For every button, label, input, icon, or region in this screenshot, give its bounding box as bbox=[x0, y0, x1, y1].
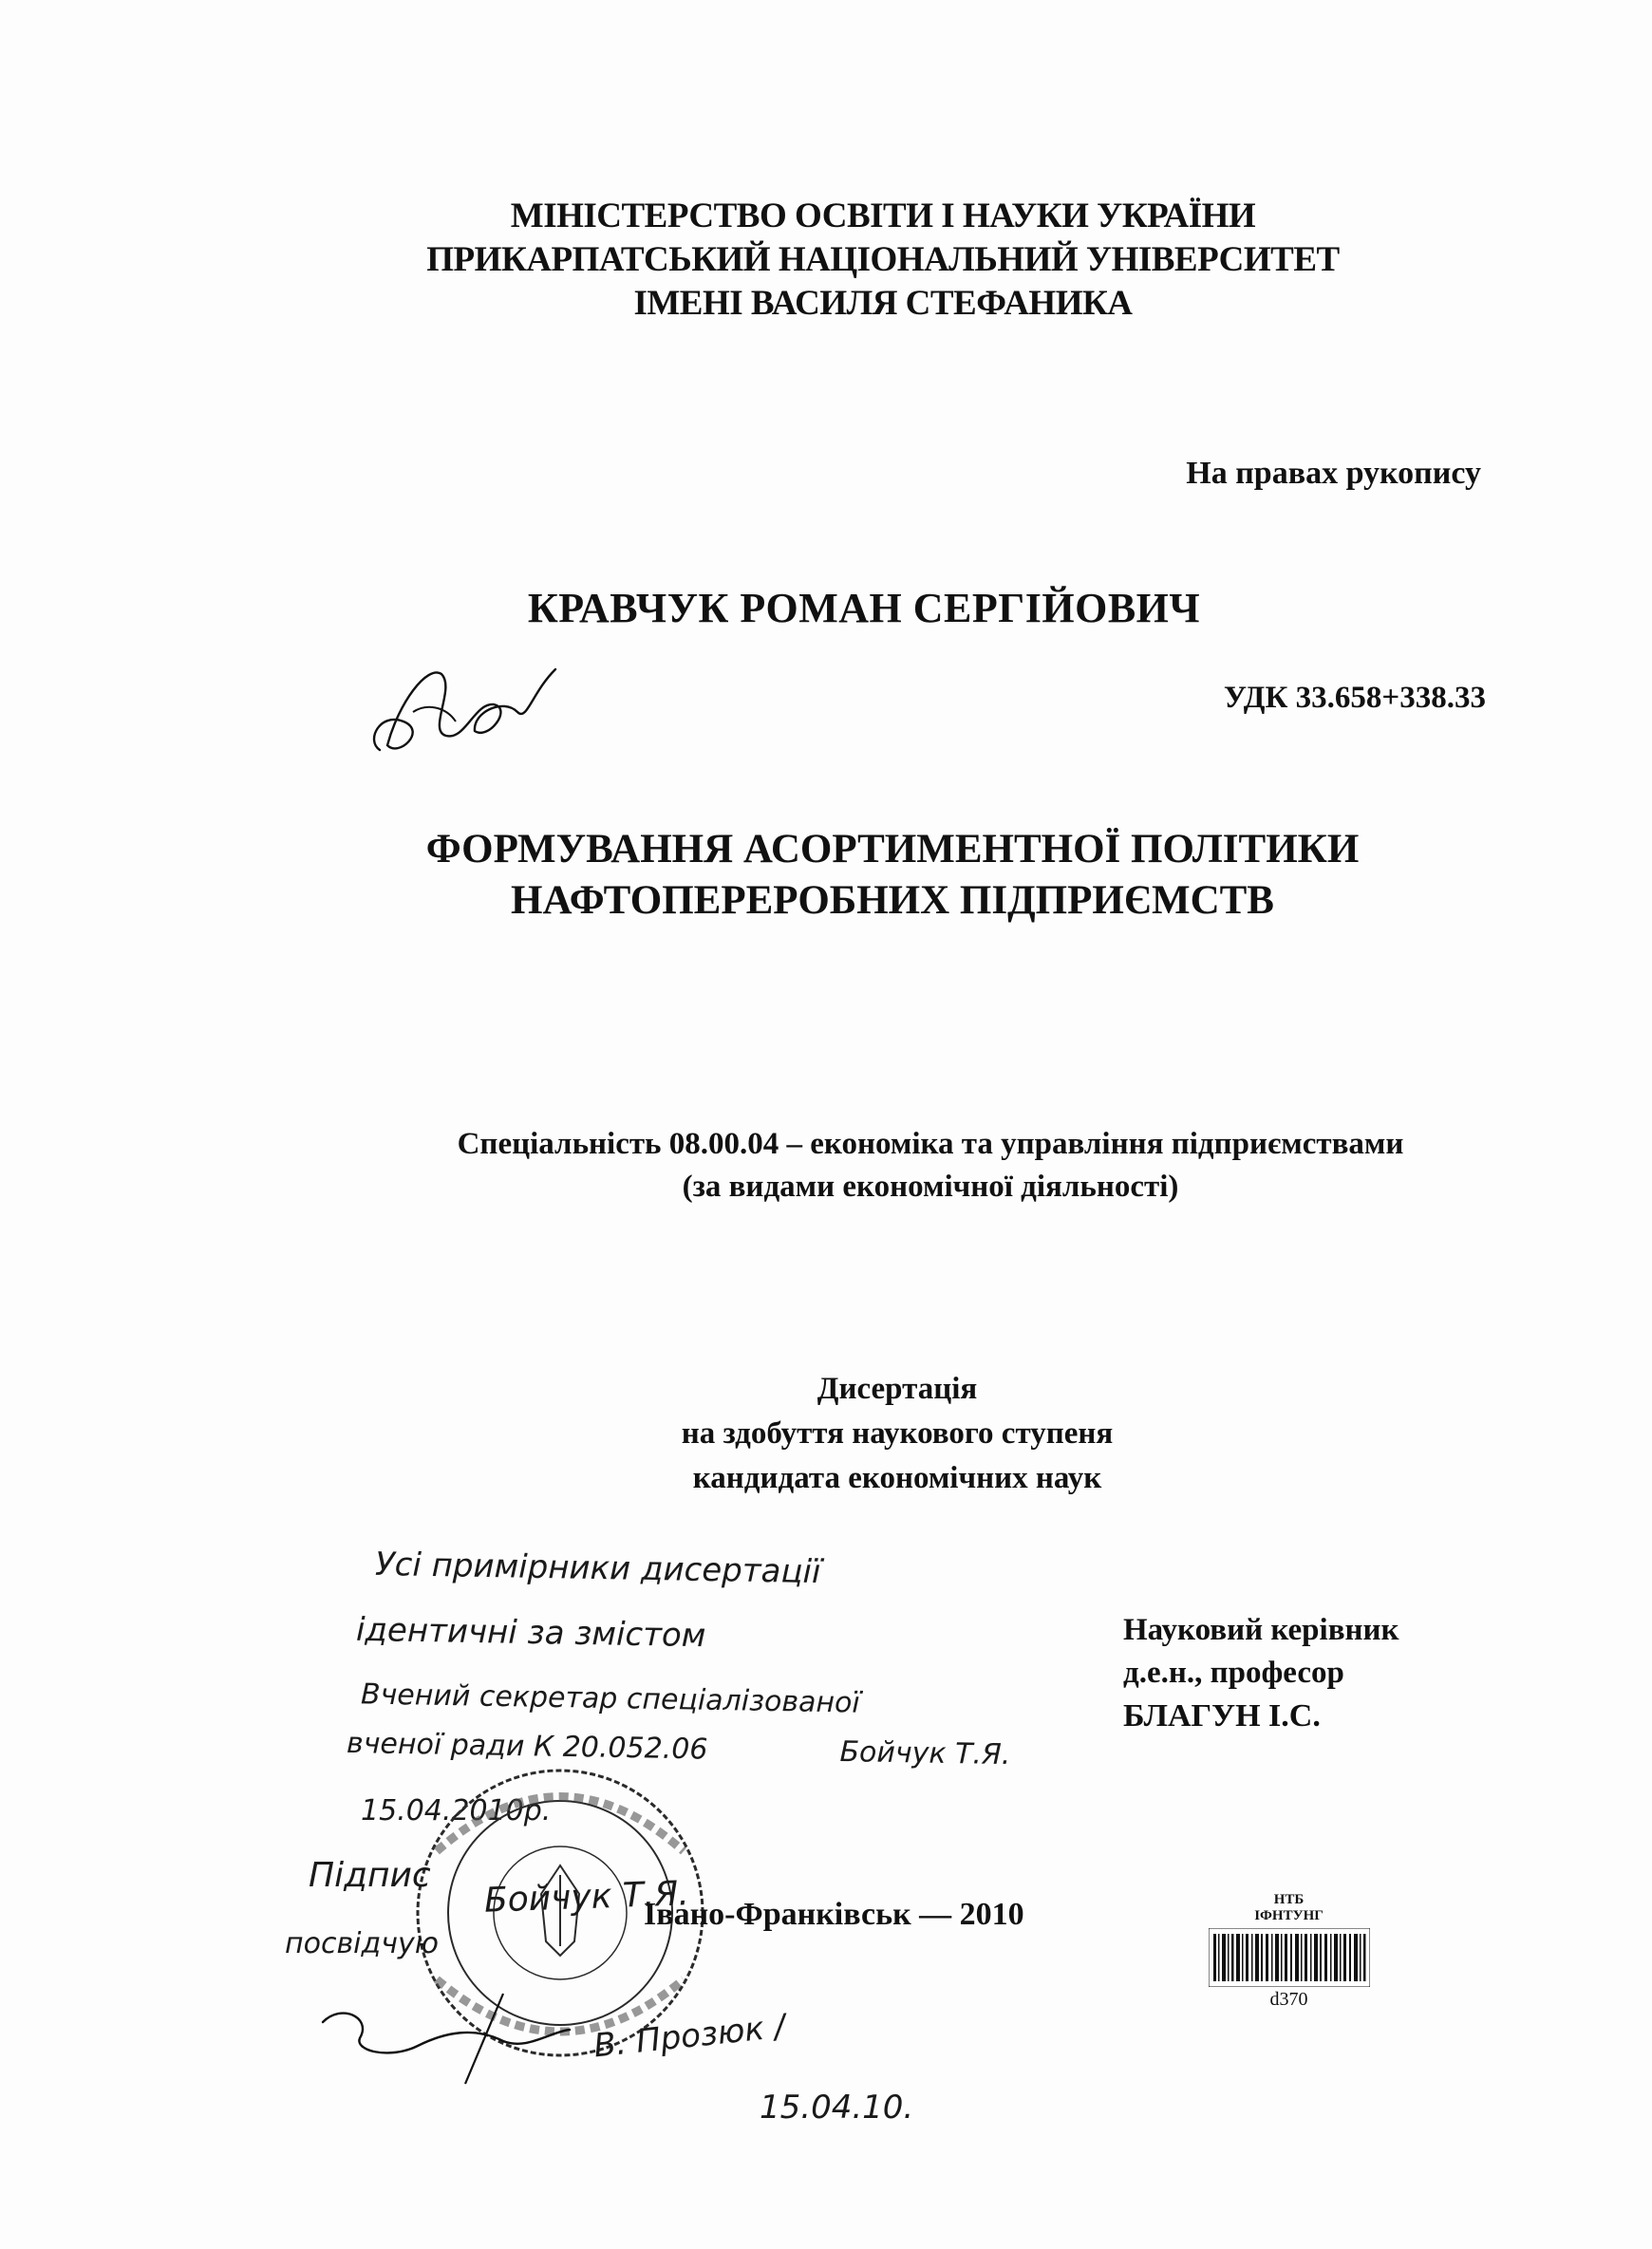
udk-code: УДК 33.658+338.33 bbox=[1223, 681, 1486, 715]
handwritten-note-2: ідентичні за змістом bbox=[355, 1610, 706, 1656]
degree-line-3: кандидата економічних наук bbox=[692, 1461, 1102, 1495]
ministry-line: МІНІСТЕРСТВО ОСВІТИ І НАУКИ УКРАЇНИ bbox=[510, 197, 1256, 235]
supervisor-degree: д.е.н., професор bbox=[1123, 1656, 1344, 1690]
author-signature bbox=[361, 646, 560, 769]
city-year: Івано-Франківськ — 2010 bbox=[644, 1897, 1024, 1932]
barcode-icon bbox=[1209, 1928, 1370, 1987]
library-code: d370 bbox=[1269, 1989, 1308, 2010]
specialty-line-1: Спеціальність 08.00.04 – економіка та управління підприємствами bbox=[457, 1127, 1404, 1161]
handwritten-signed-name: Бойчук Т.Я. bbox=[483, 1874, 690, 1921]
specialty-line-2: (за видами економічної діяльності) bbox=[682, 1170, 1179, 1204]
library-name: НТБ bbox=[1273, 1892, 1305, 1907]
handwritten-note-3: Вчений секретар спеціалізованої bbox=[360, 1677, 861, 1720]
library-institution: ІФНТУНГ bbox=[1254, 1908, 1323, 1923]
title-line-2: НАФТОПЕРЕРОБНИХ ПІДПРИЄМСТВ bbox=[511, 878, 1274, 923]
dissertation-title bbox=[0, 824, 1652, 927]
handwritten-date-2: 15.04.10. bbox=[760, 2089, 914, 2127]
supervisor-name: БЛАГУН І.С. bbox=[1123, 1698, 1321, 1734]
degree-block bbox=[0, 1367, 1652, 1501]
title-line-1: ФОРМУВАННЯ АСОРТИМЕНТНОЇ ПОЛІТИКИ bbox=[425, 827, 1360, 871]
author-name: КРАВЧУК РОМАН СЕРГІЙОВИЧ bbox=[527, 585, 1201, 631]
supervisor-block bbox=[1123, 1609, 1399, 1737]
degree-line-1: Дисертація bbox=[817, 1372, 978, 1406]
degree-line-2: на здобуття наукового ступеня bbox=[681, 1416, 1114, 1451]
specialty-block bbox=[0, 1123, 1652, 1209]
handwritten-secretary-name: Бойчук Т.Я. bbox=[839, 1734, 1011, 1772]
certifier-signature bbox=[313, 1975, 627, 2089]
handwritten-signature-label: Підпис bbox=[309, 1856, 431, 1895]
handwritten-date-1: 15.04.2010р. bbox=[361, 1794, 552, 1827]
handwritten-council-code: вченої ради К 20.052.06 bbox=[346, 1726, 708, 1767]
handwritten-certify: посвідчую bbox=[285, 1927, 439, 1960]
institution-header bbox=[0, 195, 1652, 326]
university-line: ПРИКАРПАТСЬКИЙ НАЦІОНАЛЬНИЙ УНІВЕРСИТЕТ bbox=[426, 240, 1340, 279]
manuscript-rights-note: На правах рукопису bbox=[1186, 456, 1481, 491]
library-stamp bbox=[1206, 1892, 1372, 2011]
supervisor-role: Науковий керівник bbox=[1123, 1613, 1399, 1647]
university-name-line: ІМЕНІ ВАСИЛЯ СТЕФАНИКА bbox=[633, 284, 1133, 323]
handwritten-note-1: Усі примірники дисертації bbox=[374, 1545, 821, 1592]
handwritten-certifier-name: В. Прозюк / bbox=[591, 2007, 787, 2066]
